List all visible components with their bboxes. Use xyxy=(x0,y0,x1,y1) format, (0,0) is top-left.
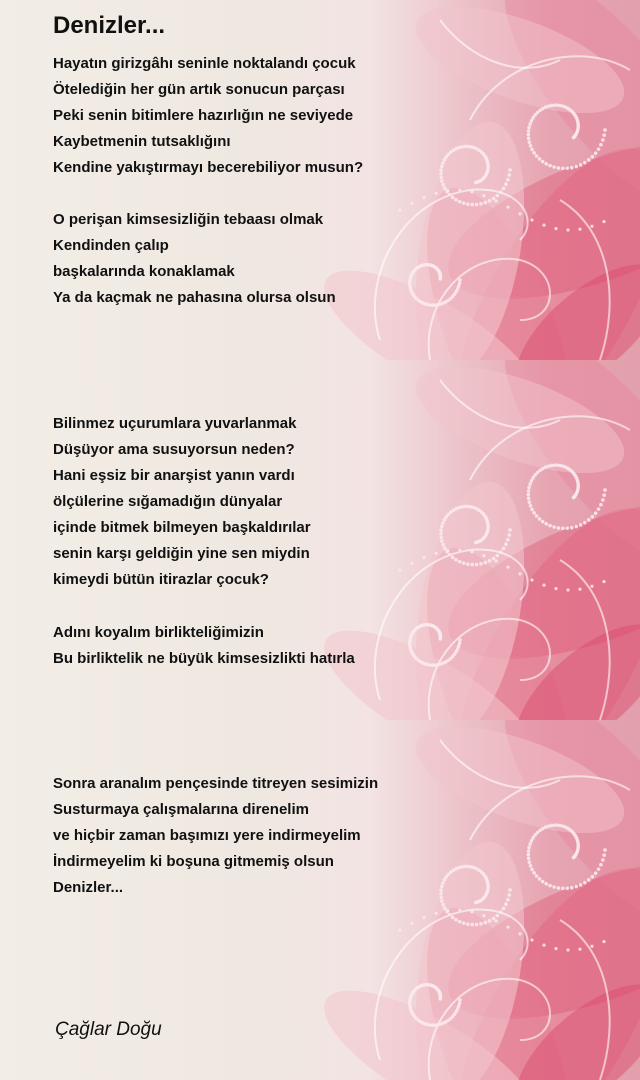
poem-line: Peki senin bitimlere hazırlığın ne seviyede xyxy=(53,107,354,124)
poem-title: Denizler... xyxy=(53,12,166,39)
poem-line: Susturmaya çalışmalarına direnelim xyxy=(53,801,309,818)
poem-line: Kendine yakıştırmayı becerebiliyor musun? xyxy=(53,159,364,176)
poem-line: Sonra aranalım pençesinde titreyen sesimizin xyxy=(53,775,379,792)
poem-line: Bu birliktelik ne büyük kimsesizlikti hatırla xyxy=(53,650,355,667)
poem-line: Düşüyor ama susuyorsun neden? xyxy=(53,441,295,458)
stanza-5 xyxy=(53,771,378,901)
stanza-1 xyxy=(53,51,363,181)
poem-line: Adını koyalım birlikteliğimizin xyxy=(53,624,264,641)
poem-line: ve hiçbir zaman başımızı yere indirmeyelim xyxy=(53,827,361,844)
poem-line: kimeydi bütün itirazlar çocuk? xyxy=(53,571,269,588)
stanza-2 xyxy=(53,207,336,311)
poem-line: Ya da kaçmak ne pahasına olursa olsun xyxy=(53,289,336,306)
poem-author: Çağlar Doğu xyxy=(55,1019,162,1040)
poem-line: Hayatın girizgâhı seninle noktalandı çocuk xyxy=(53,55,356,72)
poem-line: Bilinmez uçurumlara yuvarlanmak xyxy=(53,415,297,432)
poem-line: içinde bitmek bilmeyen başkaldırılar xyxy=(53,519,311,536)
poem-line: senin karşı geldiğin yine sen miydin xyxy=(53,545,310,562)
poem-line: Kaybetmenin tutsaklığını xyxy=(53,133,231,150)
poem-line: başkalarında konaklamak xyxy=(53,263,235,280)
poem-line: ölçülerine sığamadığın dünyalar xyxy=(53,493,283,510)
poem-line: Hani eşsiz bir anarşist yanın vardı xyxy=(53,467,295,484)
poem-line: Kendinden çalıp xyxy=(53,237,169,254)
poem-line: O perişan kimsesizliğin tebaası olmak xyxy=(53,211,324,228)
poem-line: İndirmeyelim ki boşuna gitmemiş olsun xyxy=(53,853,334,870)
poem-line: Denizler... xyxy=(53,879,124,896)
poem-line: Ötelediğin her gün artık sonucun parçası xyxy=(53,81,345,98)
stanza-4 xyxy=(53,620,355,672)
stanza-3 xyxy=(53,411,311,593)
